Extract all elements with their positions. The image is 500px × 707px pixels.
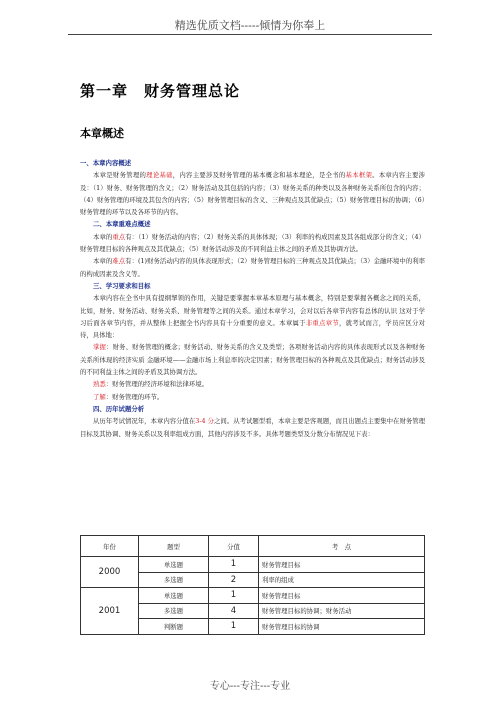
- table-row: 多选题 4 财务管理目标的协调；财务活动: [81, 603, 425, 619]
- highlight-familiar: 熟悉: [93, 380, 106, 389]
- header-score: 分值: [209, 536, 259, 557]
- table-row: 判断题 1 财务管理目标的协调: [81, 619, 425, 635]
- header-point: 考 点: [259, 536, 425, 557]
- section-1-paragraph: 本章是财务管理的理论基础，内容主要涉及财务管理的基本概念和基本理论，是全书的基本框架。本章内容主要涉及：（1）财务、财务管理的含义；（2）财务活动及其包括的内容；（3）财务关系的种类以及各种财务关系所包含的内容；（4）财务管理的环境及其包含的内容；（5）财务管理目标的含义、三种观点及其优缺点；（5）财务管理目标的协调；（6）财务管理的环节以及各环节的内容。: [80, 171, 426, 217]
- highlight-theory: 理论基础: [146, 171, 173, 180]
- section-3-paragraph: 本章内容在全书中具有提纲挈领的作用，关键是要掌握本章基本原理与基本概念，特别是要掌握各概念之间的关系，比如，财务、财务活动、财务关系、财务管理等之间的关系。通过本章学习，会对以后各章节内容有总体的认识 这对于学习后面各章节内容，并从整体上把握全书内容具有十分重要的意义。本章属于非重点章节，就考试而言，学员应区分对待，具体地：: [80, 294, 426, 340]
- highlight-understand: 了解: [93, 392, 106, 401]
- highlight-framework: 基本框架: [345, 171, 373, 180]
- section-4-paragraph: 从历年考试情况年，本章内容分值在3-4 分之间。从考试题型看，本章主要是客观题，而且出题点主要集中在财务管理目标及其协调、财务关系以及利率组成方面，其他内容涉及不多。具体考题类型及分数分布情况见下表：: [80, 417, 426, 438]
- section-3-understand: 了解：财务管理的环节。: [93, 392, 164, 401]
- table-row: 2001 单选题 1 财务管理目标: [81, 588, 425, 604]
- section-2-heading: 二、本章重难点概述: [93, 220, 151, 229]
- chapter-title: 第一章 财务管理总论: [80, 82, 241, 100]
- highlight-difficult-points: 难点: [112, 257, 126, 266]
- section-3-heading: 三、学习要求和目标: [93, 281, 151, 290]
- highlight-master: 掌握: [93, 343, 107, 352]
- section-4-heading: 四、历年试题分析: [93, 404, 145, 413]
- page-footer: 专心---专注---专业: [209, 681, 291, 692]
- table-row: 多选题 2 利率的组成: [81, 572, 425, 588]
- section-3-master: 掌握：财务、财务管理的概念；财务活动、财务关系的含义及类型；各项财务活动内容的具体表现形式以及各种财务关系所体现的经济实质 金融环境——金融市场上利息率的决定因素；财务管理目标的各种观点及其优缺点；财务活动涉及的不同利益主体之间的矛盾及其协调方法。: [80, 343, 426, 377]
- table-header-row: [81, 536, 425, 557]
- header-year: 年份: [81, 536, 139, 557]
- section-2-paragraph-key: 本章的重点有：（1）财务活动的内容；（2）财务关系的具体体现；（3）利率的构成因素及其各组成部分的含义；（4）财务管理目标的各种观点及其优缺点；（5）财务活动涉及的不同利益主体之间的矛盾及其协调方法。: [80, 232, 426, 254]
- exam-analysis-table: [80, 535, 425, 635]
- year-cell: 2000: [81, 557, 139, 588]
- highlight-score-range: 3-4 分: [195, 417, 215, 426]
- section-3-familiar: 熟悉：财务管理的经济环境和法律环境。: [93, 380, 209, 389]
- header-type: 题型: [139, 536, 209, 557]
- year-cell: 2001: [81, 588, 139, 635]
- header-divider: [68, 34, 432, 35]
- overview-title: 本章概述: [80, 127, 124, 140]
- section-1-heading: 一、本章内容概述: [80, 159, 132, 167]
- chapter-content: [80, 157, 425, 440]
- section-2-paragraph-difficult: 本章的难点有：(1)财务活动内容的具体表现形式；（2）财务管理目标的三种观点及其优缺点；（3）金融环境中的利率的构成因素及含义等。: [80, 257, 426, 278]
- highlight-non-key-chapter: 非重点章节: [305, 318, 339, 327]
- table-row: 2000 单选题 1 财务管理目标: [81, 557, 425, 573]
- highlight-key-points: 重点: [112, 232, 126, 241]
- page-header: 精选优质文档-----倾情为你奉上: [174, 19, 326, 32]
